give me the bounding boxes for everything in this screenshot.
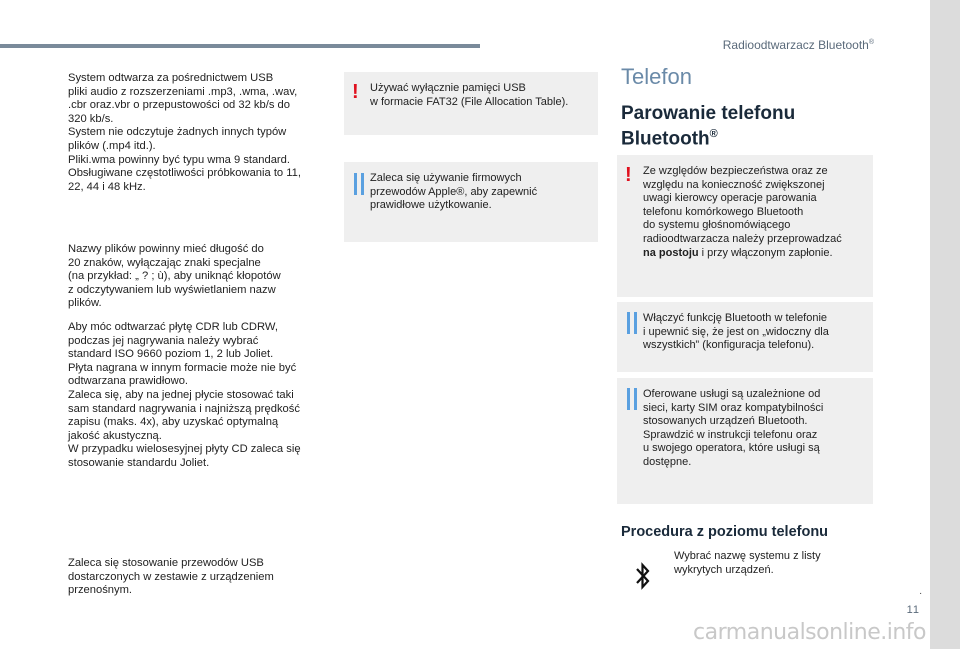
apple-cables-info-text: Zaleca się używanie firmowych przewodów Apple®, aby zapewnić prawidłowe użytkowanie.: [370, 172, 538, 212]
pairing-safety-warning-box: [617, 155, 873, 297]
section-title: Telefon: [621, 64, 692, 89]
services-info-box: [617, 378, 873, 504]
warning-text-end: i przy włączonym zapłonie.: [698, 246, 833, 259]
page-dot: .: [919, 586, 922, 597]
procedure-title: Procedura z poziomu telefonu: [621, 524, 829, 540]
info-icon: [354, 173, 364, 195]
bluetooth-icon: [634, 562, 652, 590]
page-number: 11: [906, 604, 920, 616]
enable-bluetooth-info-text: Włączyć funkcję Bluetooth w telefonie i upewnić się, że jest on „widoczny dla wszystkich” (konfiguracja telefonu).: [643, 312, 829, 352]
right-margin-bar: [930, 0, 960, 649]
cd-burning-paragraph: Aby móc odtwarzać płytę CDR lub CDRW, podczas jej nagrywania należy wybrać standard ISO 9660 poziom 1, 2 lub Joliet. Płyta nagrana w innym formacie może nie być odtwarzana prawidłowo. Zaleca się, aby na jednej płycie stosować taki sam standard nagrywania i najniższą prędkość zapisu (maks. 4x), aby uzyskać optymalną jakość akustyczną. W przypadku wielosesyjnej płyty CD zaleca się stosowanie standardu Joliet.: [68, 321, 301, 469]
warning-text-bold: na postoju: [643, 246, 699, 259]
running-header-sup: ®: [868, 39, 874, 46]
procedure-step-text: Wybrać nazwę systemu z listy wykrytych urządzeń.: [674, 550, 821, 576]
pairing-safety-warning-text: [643, 165, 865, 260]
file-names-paragraph: Nazwy plików powinny mieć długość do 20 znaków, wyłączając znaki specjalne (na przykład: „ ? ; ù), aby uniknąć kłopotów z odczytywaniem lub wyświetlaniem nazw plików.: [68, 243, 281, 310]
services-info-text: Oferowane usługi są uzależnione od sieci, karty SIM oraz kompatybilności stosowanych urządzeń Bluetooth. Sprawdzić w instrukcji telefonu oraz u swojego operatora, które usługi są dostępne.: [643, 388, 824, 468]
header-rule: [0, 44, 480, 48]
running-header: [723, 38, 874, 52]
usb-formats-paragraph: System odtwarza za pośrednictwem USB pliki audio z rozszerzeniami .mp3, .wma, .wav, .cbr oraz.vbr o przepustowości od 32 kb/s do 320 kb/s. System nie odczytuje żadnych innych typów plików (.mp4 itd.). Pliki.wma powinny być typu wma 9 standard. Obsługiwane częstotliwości próbkowania to 11, 22, 44 i 48 kHz.: [68, 72, 301, 193]
apple-cables-info-box: [344, 162, 598, 242]
warning-text-part: Ze względów bezpieczeństwa oraz ze względu na konieczność zwiększonej uwagi kierowcy operacje parowania telefonu komórkowego Bluetooth do systemu głośnomówiącego radioodtwarzacza należy przeprowadzać: [643, 165, 842, 245]
subsection-title-text: Parowanie telefonu Bluetooth: [621, 103, 796, 150]
watermark: carmanualsonline.info: [693, 620, 926, 645]
info-icon: [627, 312, 637, 334]
info-icon: [627, 388, 637, 410]
warning-icon: !: [352, 81, 359, 103]
subsection-title-sup: ®: [709, 128, 718, 140]
usb-cables-paragraph: Zaleca się stosowanie przewodów USB dostarczonych w zestawie z urządzeniem przenośnym.: [68, 557, 274, 597]
usb-format-warning-box: [344, 72, 598, 135]
running-header-text: Radioodtwarzacz Bluetooth: [722, 38, 869, 52]
subsection-title: [621, 104, 861, 149]
usb-format-warning-text: Używać wyłącznie pamięci USB w formacie FAT32 (File Allocation Table).: [370, 82, 569, 108]
enable-bluetooth-info-box: [617, 302, 873, 372]
warning-icon: !: [625, 164, 632, 186]
